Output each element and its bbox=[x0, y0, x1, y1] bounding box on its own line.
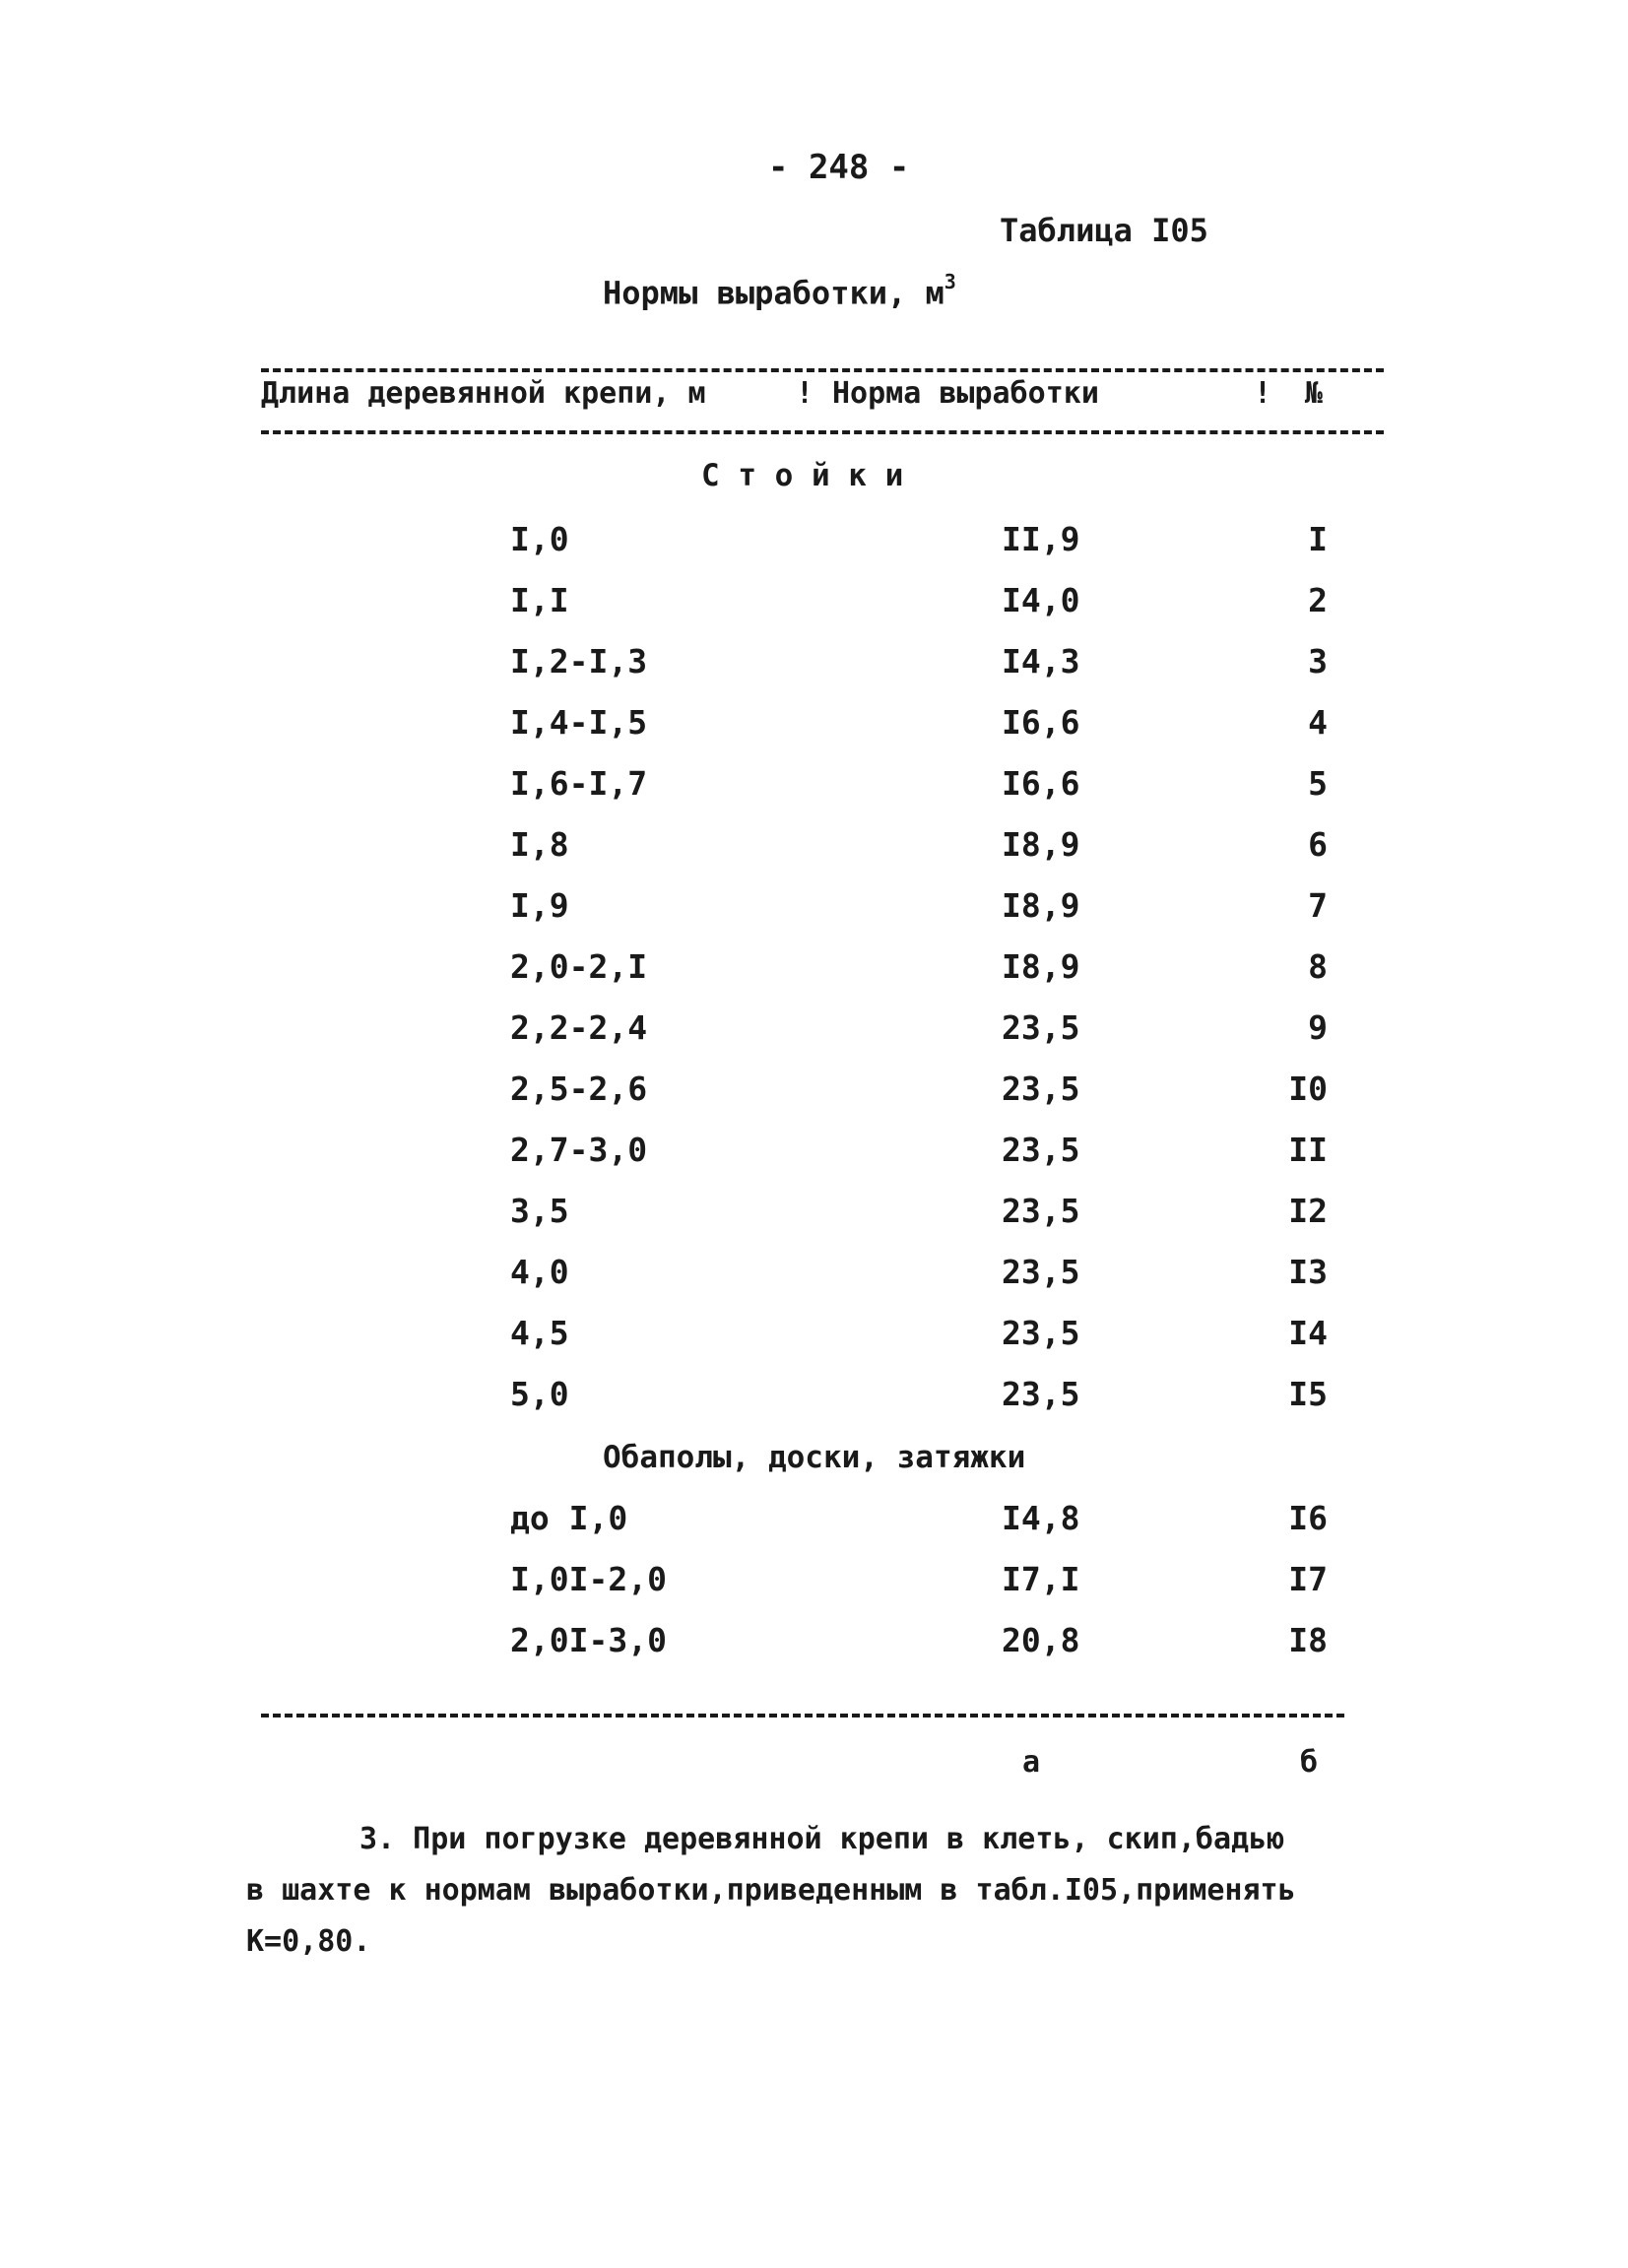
note-line-2: в шахте к нормам выработки,приведенным в табл.I05,применять bbox=[246, 1873, 1296, 1908]
cell-norm: 20,8 bbox=[1002, 1621, 1080, 1659]
table-title bbox=[603, 270, 956, 312]
header-top-rule bbox=[261, 368, 1384, 372]
cell-norm: I8,9 bbox=[1002, 947, 1080, 986]
cell-number: 6 bbox=[1308, 825, 1328, 864]
column-separator-2: ! bbox=[1254, 376, 1272, 411]
table-row bbox=[0, 1131, 1628, 1192]
cell-norm: I6,6 bbox=[1002, 703, 1080, 742]
column-header-length: Длина деревянной крепи, м bbox=[261, 376, 706, 411]
cell-norm: I8,9 bbox=[1002, 825, 1080, 864]
cell-number: 8 bbox=[1308, 947, 1328, 986]
table-row bbox=[0, 642, 1628, 703]
cell-number: I bbox=[1308, 520, 1328, 558]
table-row bbox=[0, 703, 1628, 764]
cell-length: 2,7-3,0 bbox=[510, 1131, 648, 1169]
cell-norm: I6,6 bbox=[1002, 764, 1080, 803]
cell-norm: 23,5 bbox=[1002, 1253, 1080, 1291]
table-row bbox=[0, 1253, 1628, 1314]
cell-norm: 23,5 bbox=[1002, 1131, 1080, 1169]
note-line-3: К=0,80. bbox=[246, 1924, 371, 1959]
column-header-norm: Норма выработки bbox=[832, 376, 1099, 411]
cell-number: 4 bbox=[1308, 703, 1328, 742]
cell-norm: I8,9 bbox=[1002, 886, 1080, 925]
cell-number: I0 bbox=[1288, 1069, 1328, 1108]
cell-length: 2,0I-3,0 bbox=[510, 1621, 667, 1659]
cell-length: 2,2-2,4 bbox=[510, 1008, 648, 1047]
table-row bbox=[0, 1314, 1628, 1375]
header-bottom-rule bbox=[261, 430, 1384, 434]
cell-length: 2,5-2,6 bbox=[510, 1069, 648, 1108]
cell-number: I7 bbox=[1288, 1560, 1328, 1598]
table-title-superscript: 3 bbox=[944, 270, 956, 293]
cell-length: I,0 bbox=[510, 520, 569, 558]
cell-number: I5 bbox=[1288, 1375, 1328, 1413]
cell-number: 9 bbox=[1308, 1008, 1328, 1047]
cell-length: I,2-I,3 bbox=[510, 642, 648, 680]
cell-number: 3 bbox=[1308, 642, 1328, 680]
cell-number: 7 bbox=[1308, 886, 1328, 925]
cell-length: I,4-I,5 bbox=[510, 703, 648, 742]
cell-length: 5,0 bbox=[510, 1375, 569, 1413]
footer-column-3-letter: б bbox=[1300, 1745, 1319, 1780]
cell-number: II bbox=[1288, 1131, 1328, 1169]
cell-number: I8 bbox=[1288, 1621, 1328, 1659]
table-row bbox=[0, 1008, 1628, 1069]
cell-length: 3,5 bbox=[510, 1192, 569, 1230]
cell-number: 5 bbox=[1308, 764, 1328, 803]
cell-norm: 23,5 bbox=[1002, 1069, 1080, 1108]
cell-length: I,6-I,7 bbox=[510, 764, 648, 803]
section-title-boards: Обаполы, доски, затяжки bbox=[603, 1440, 1026, 1475]
cell-number: I6 bbox=[1288, 1499, 1328, 1537]
table-row bbox=[0, 947, 1628, 1008]
footer-column-2-letter: а bbox=[1022, 1745, 1041, 1780]
cell-length: I,9 bbox=[510, 886, 569, 925]
cell-number: 2 bbox=[1308, 581, 1328, 619]
cell-norm: 23,5 bbox=[1002, 1375, 1080, 1413]
note-line-1: 3. При погрузке деревянной крепи в клеть, скип,бадью bbox=[359, 1822, 1285, 1856]
cell-norm: I4,0 bbox=[1002, 581, 1080, 619]
cell-number: I3 bbox=[1288, 1253, 1328, 1291]
table-row bbox=[0, 1192, 1628, 1253]
table-label: Таблица I05 bbox=[1000, 212, 1208, 249]
table-row bbox=[0, 1375, 1628, 1436]
cell-length: I,0I-2,0 bbox=[510, 1560, 667, 1598]
cell-norm: 23,5 bbox=[1002, 1192, 1080, 1230]
column-header-number: № bbox=[1305, 376, 1324, 411]
table-row bbox=[0, 764, 1628, 825]
table-row bbox=[0, 1621, 1628, 1682]
table-bottom-rule bbox=[261, 1714, 1344, 1717]
section-title-posts: С т о й к и bbox=[701, 458, 904, 493]
table-row bbox=[0, 520, 1628, 581]
cell-length: 4,0 bbox=[510, 1253, 569, 1291]
cell-norm: I4,8 bbox=[1002, 1499, 1080, 1537]
cell-length: 4,5 bbox=[510, 1314, 569, 1352]
cell-length: до I,0 bbox=[510, 1499, 628, 1537]
page-number: - 248 - bbox=[768, 148, 910, 187]
cell-norm: I7,I bbox=[1002, 1560, 1080, 1598]
column-separator-1: ! bbox=[796, 376, 814, 411]
table-row bbox=[0, 886, 1628, 947]
cell-number: I2 bbox=[1288, 1192, 1328, 1230]
cell-length: 2,0-2,I bbox=[510, 947, 648, 986]
cell-length: I,I bbox=[510, 581, 569, 619]
cell-number: I4 bbox=[1288, 1314, 1328, 1352]
table-row bbox=[0, 1069, 1628, 1131]
table-title-text: Нормы выработки, м bbox=[603, 274, 944, 312]
cell-norm: I4,3 bbox=[1002, 642, 1080, 680]
cell-norm: 23,5 bbox=[1002, 1314, 1080, 1352]
cell-norm: 23,5 bbox=[1002, 1008, 1080, 1047]
cell-norm: II,9 bbox=[1002, 520, 1080, 558]
table-row bbox=[0, 1560, 1628, 1621]
cell-length: I,8 bbox=[510, 825, 569, 864]
table-row bbox=[0, 825, 1628, 886]
table-row bbox=[0, 1499, 1628, 1560]
table-row bbox=[0, 581, 1628, 642]
